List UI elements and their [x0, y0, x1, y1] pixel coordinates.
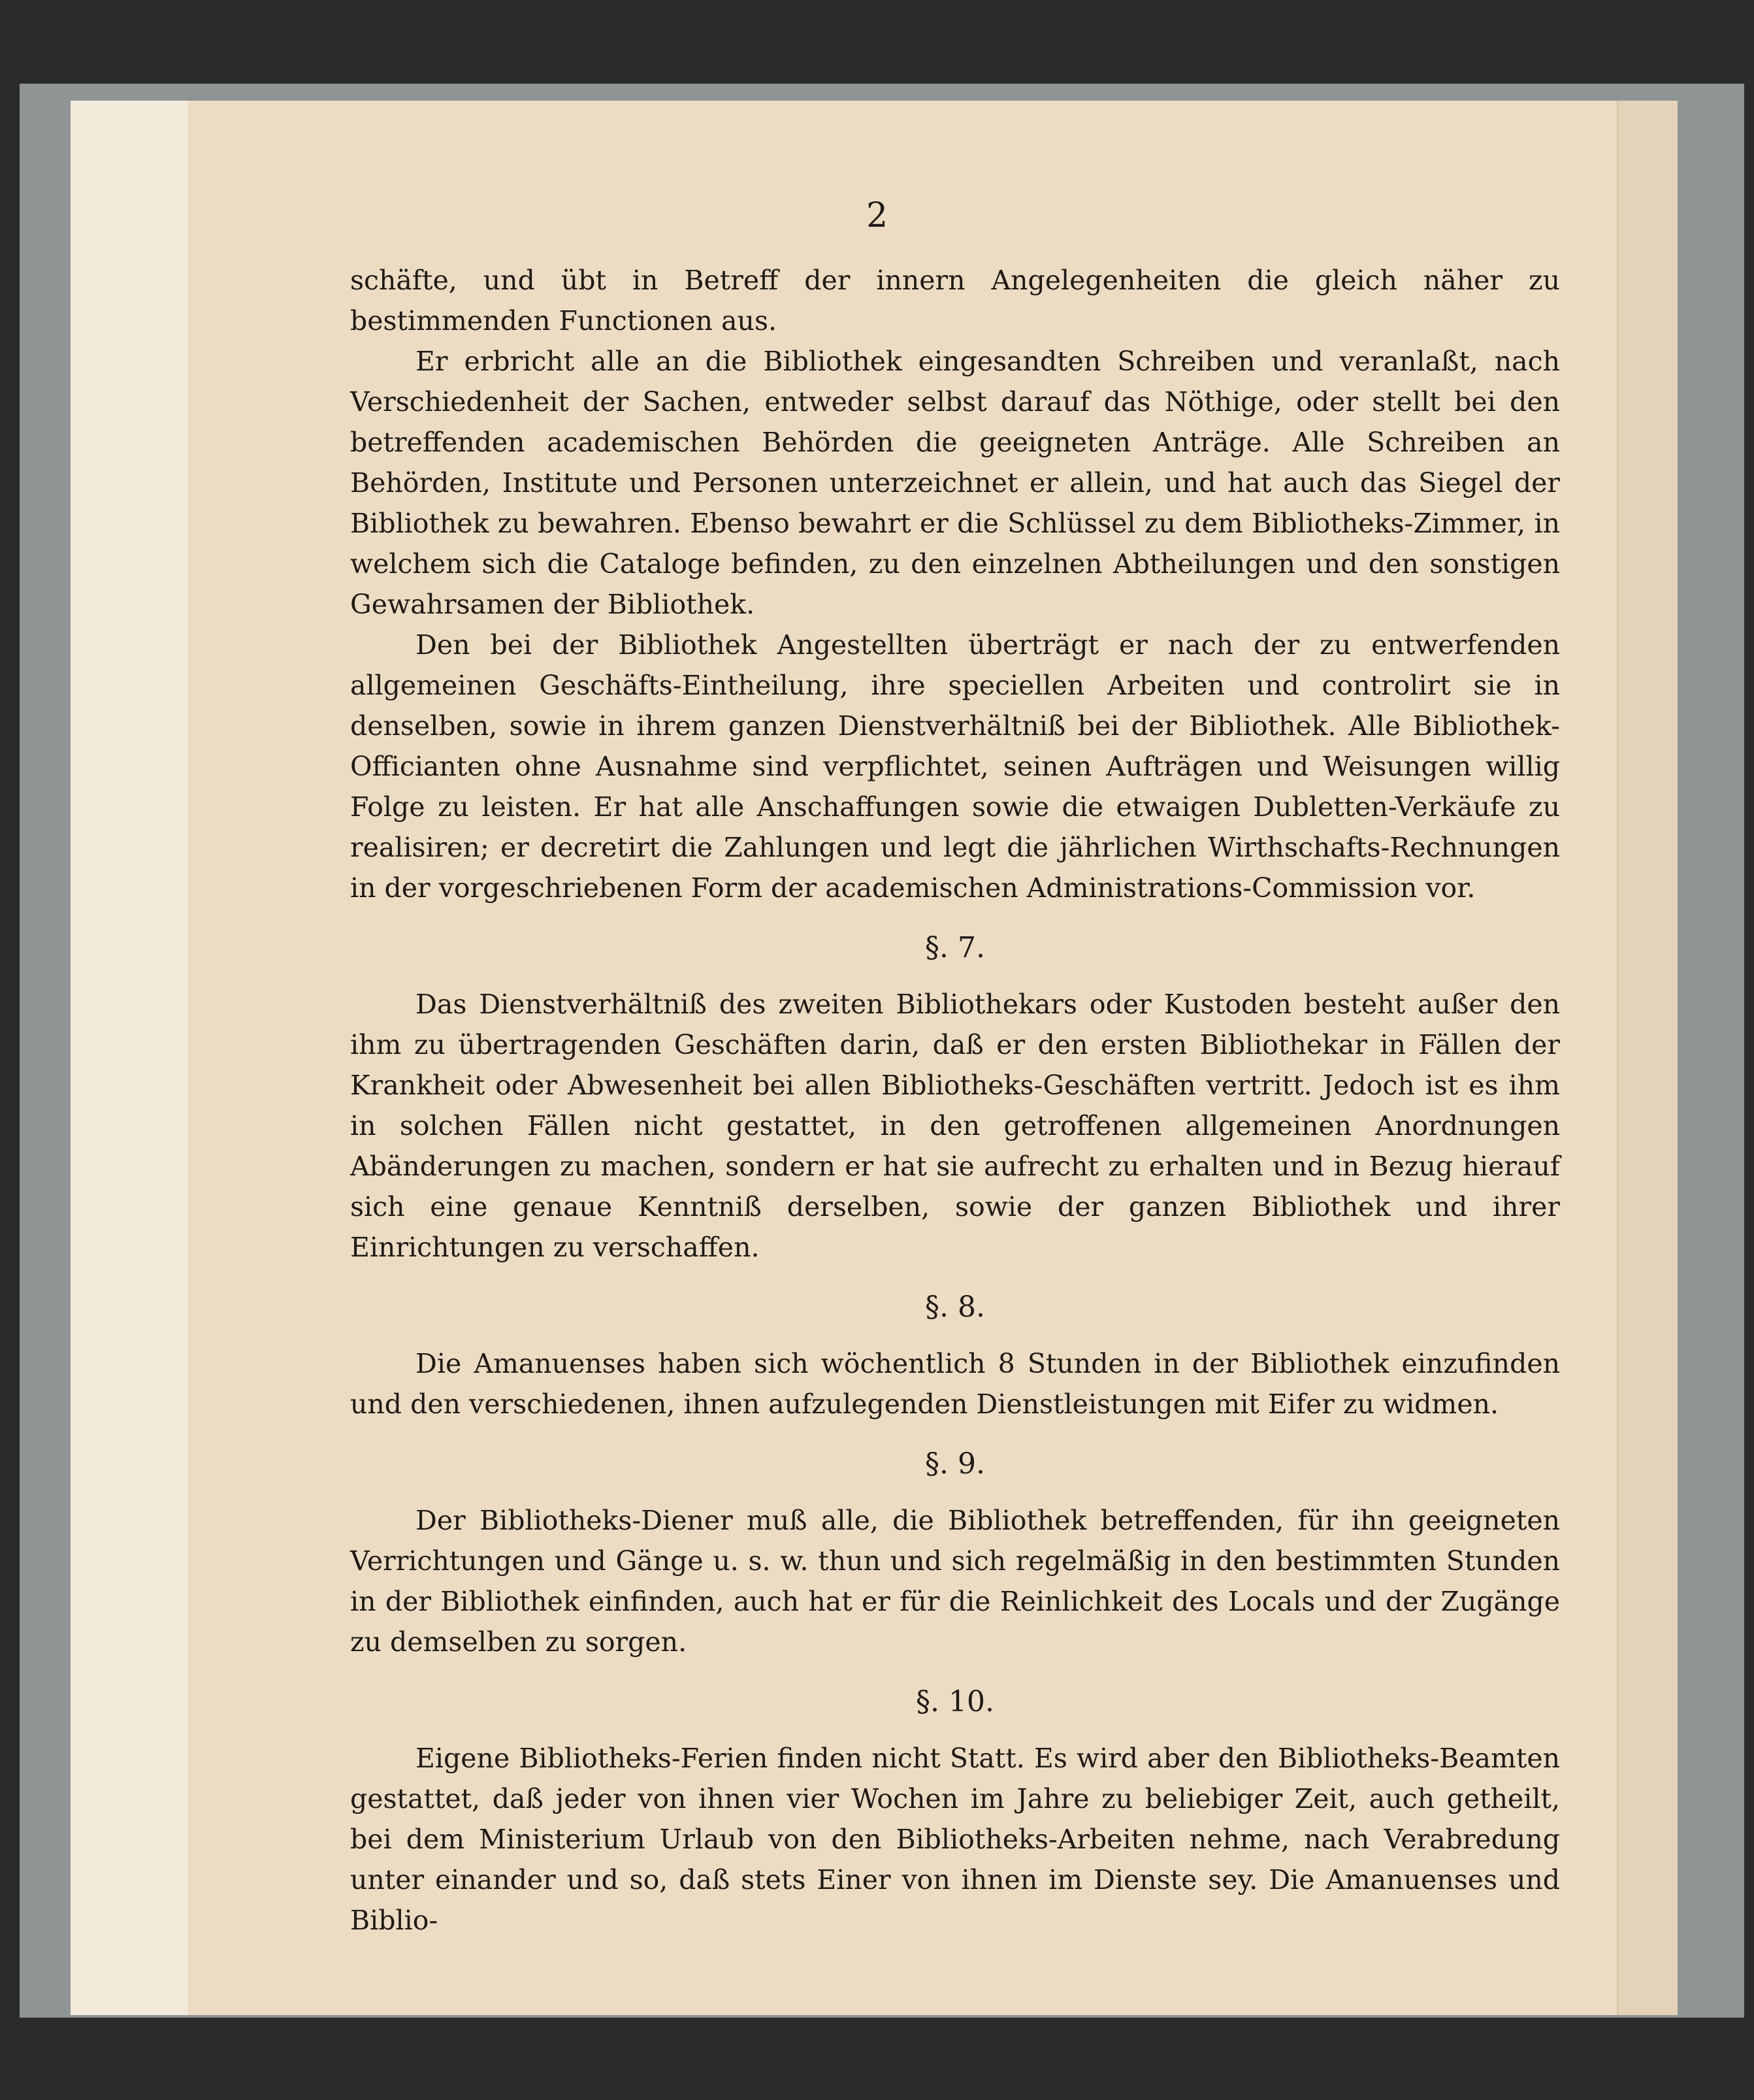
- section-text: Eigene Bibliotheks-Ferien finden nicht Statt. Es wird aber den Bibliotheks-Beamten gestattet, daß jeder von ihnen vier Wochen im Jahre zu beliebiger Zeit, auch getheilt, bei dem Ministerium Urlaub von den Bibliotheks-Arbeiten nehme, nach Verabredung unter einander und so, daß stets Einer von ihnen im Dienste sey. Die Amanuenses und Biblio-: [350, 1743, 1560, 1936]
- page-edge: [1617, 101, 1678, 2015]
- section-text: Der Bibliotheks-Diener muß alle, die Bibliothek betreffenden, für ihn geeigneten Verrichtungen und Gänge u. s. w. thun und sich regelmäßig in den bestimmten Stunden in der Bibliothek einfinden, auch hat er für die Reinlichkeit des Locals und der Zugänge zu demselben zu sorgen.: [350, 1505, 1560, 1658]
- paragraph: Er erbricht alle an die Bibliothek eingesandten Schreiben und veranlaßt, nach Verschiedenheit der Sachen, entweder selbst darauf das Nöthige, oder stellt bei den betreffenden academischen Behörden die geeigneten Anträge. Alle Schreiben an Behörden, Institute und Personen unterzeichnet er allein, und hat auch das Siegel der Bibliothek zu bewahren. Ebenso bewahrt er die Schlüssel zu dem Bibliotheks-Zimmer, in welchem sich die Cataloge befinden, zu den einzelnen Abtheilungen und den sonstigen Gewahrsamen der Bibliothek.: [350, 346, 1560, 620]
- page-margin: [71, 101, 188, 2015]
- paragraph: schäfte, und übt in Betreff der innern Angelegenheiten die gleich näher zu bestimmenden Functionen aus.: [350, 265, 1560, 336]
- section-text: Die Amanuenses haben sich wöchentlich 8 Stunden in der Bibliothek einzufinden und den verschiedenen, ihnen aufzulegenden Dienstleistungen mit Eifer zu widmen.: [350, 1348, 1560, 1420]
- paragraph: Den bei der Bibliothek Angestellten überträgt er nach der zu entwerfenden allgemeinen Geschäfts-Eintheilung, ihre speciellen Arbeiten und controlirt sie in denselben, sowie in ihrem ganzen Dienstverhältniß bei der Bibliothek. Alle Bibliothek-Officianten ohne Ausnahme sind verpflichtet, seinen Aufträgen und Weisungen willig Folge zu leisten. Er hat alle Anschaffungen sowie die etwaigen Dubletten-Verkäufe zu realisiren; er decretirt die Zahlungen und legt die jährlichen Wirthschafts-Rechnungen in der vorgeschriebenen Form der academischen Administrations-Commission vor.: [350, 629, 1560, 904]
- section-text: Das Dienstverhältniß des zweiten Bibliothekars oder Kustoden besteht außer den ihm zu übertragenden Geschäften darin, daß er den ersten Bibliothekar in Fällen der Krankheit oder Abwesenheit bei allen Bibliotheks-Geschäften vertritt. Jedoch ist es ihm in solchen Fällen nicht gestattet, in den getroffenen allgemeinen Anordnungen Abänderungen zu machen, sondern er hat sie aufrecht zu erhalten und in Bezug hierauf sich eine genaue Kenntniß derselben, sowie der ganzen Bibliothek und ihrer Einrichtungen zu verschaffen.: [350, 989, 1560, 1263]
- section-heading: §. 7.: [925, 931, 985, 964]
- section-heading: §. 9.: [925, 1447, 985, 1481]
- section-heading: §. 8.: [925, 1290, 985, 1324]
- section-heading: §. 10.: [916, 1685, 994, 1718]
- page-number: 2: [866, 196, 888, 235]
- page-body: [350, 260, 1560, 1941]
